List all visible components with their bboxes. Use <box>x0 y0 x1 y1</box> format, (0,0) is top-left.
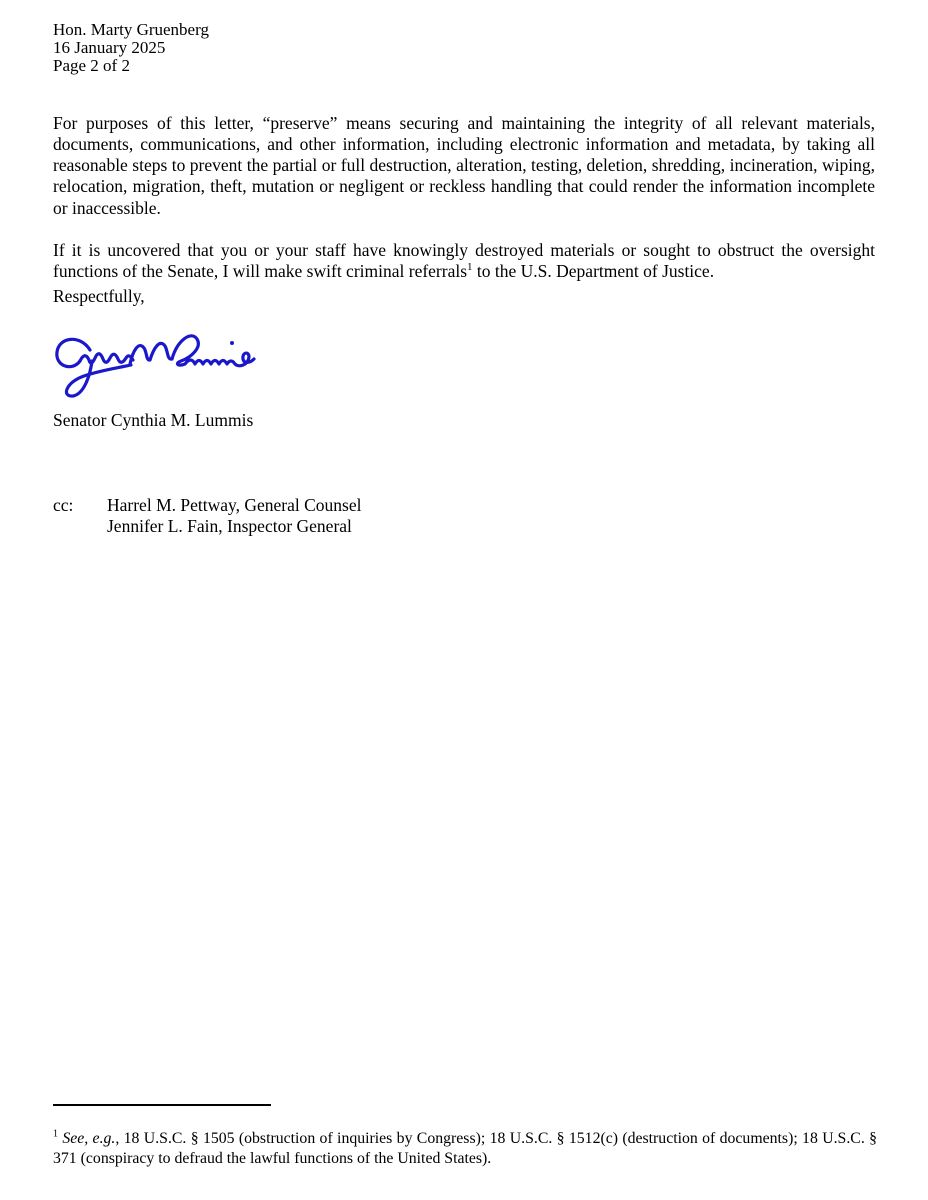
signer-name: Senator Cynthia M. Lummis <box>53 410 254 430</box>
cc-name-fain: Jennifer L. Fain, Inspector General <box>107 516 352 537</box>
paragraph-criminal-referrals <box>53 240 875 283</box>
footnote-citation-text: , 18 U.S.C. § 1505 (obstruction of inquiries by Congress); 18 U.S.C. § 1512(c) (destruction of documents); 18 U.S.C. § 371 (conspiracy to defraud the lawful functions of the United States). <box>53 1129 878 1167</box>
footnote-italic-lead: See, e.g. <box>62 1129 116 1147</box>
signature-image <box>46 314 278 406</box>
letter-header <box>53 21 209 75</box>
valediction: Respectfully, <box>53 286 145 306</box>
footnote <box>53 1129 877 1169</box>
header-recipient: Hon. Marty Gruenberg <box>53 20 209 39</box>
cc-label: cc: <box>53 495 74 515</box>
paragraph2-text-after-footnote-ref: to the U.S. Department of Justice. <box>472 260 715 281</box>
cc-name-pettway: Harrel M. Pettway, General Counsel <box>107 495 362 515</box>
cc-name-list <box>107 495 362 538</box>
header-page-number: Page 2 of 2 <box>53 56 130 75</box>
paragraph-preserve-definition: For purposes of this letter, “preserve” means securing and maintaining the integrity of all relevant materials, documents, communications, and other information, including electronic information and metadata, by taking all reasonable steps to prevent the partial or full destruction, alteration, testing, deletion, shredding, incineration, wiping, relocation, migration, theft, mutation or negligent or reckless handling that could render the information incomplete or inaccessible. <box>53 112 875 218</box>
footnote-marker: 1 <box>53 1128 58 1140</box>
paragraph2-text-before-footnote-ref: If it is uncovered that you or your staff have knowingly destroyed materials or sought to obstruct the oversight functions of the Senate, I will make swift criminal referrals <box>53 239 875 281</box>
footnote-reference-superscript: 1 <box>467 260 473 273</box>
signature-cynthia-lummis-icon <box>46 314 278 406</box>
footnote-divider <box>53 1104 271 1106</box>
header-date: 16 January 2025 <box>53 38 166 57</box>
cc-block <box>53 495 362 538</box>
